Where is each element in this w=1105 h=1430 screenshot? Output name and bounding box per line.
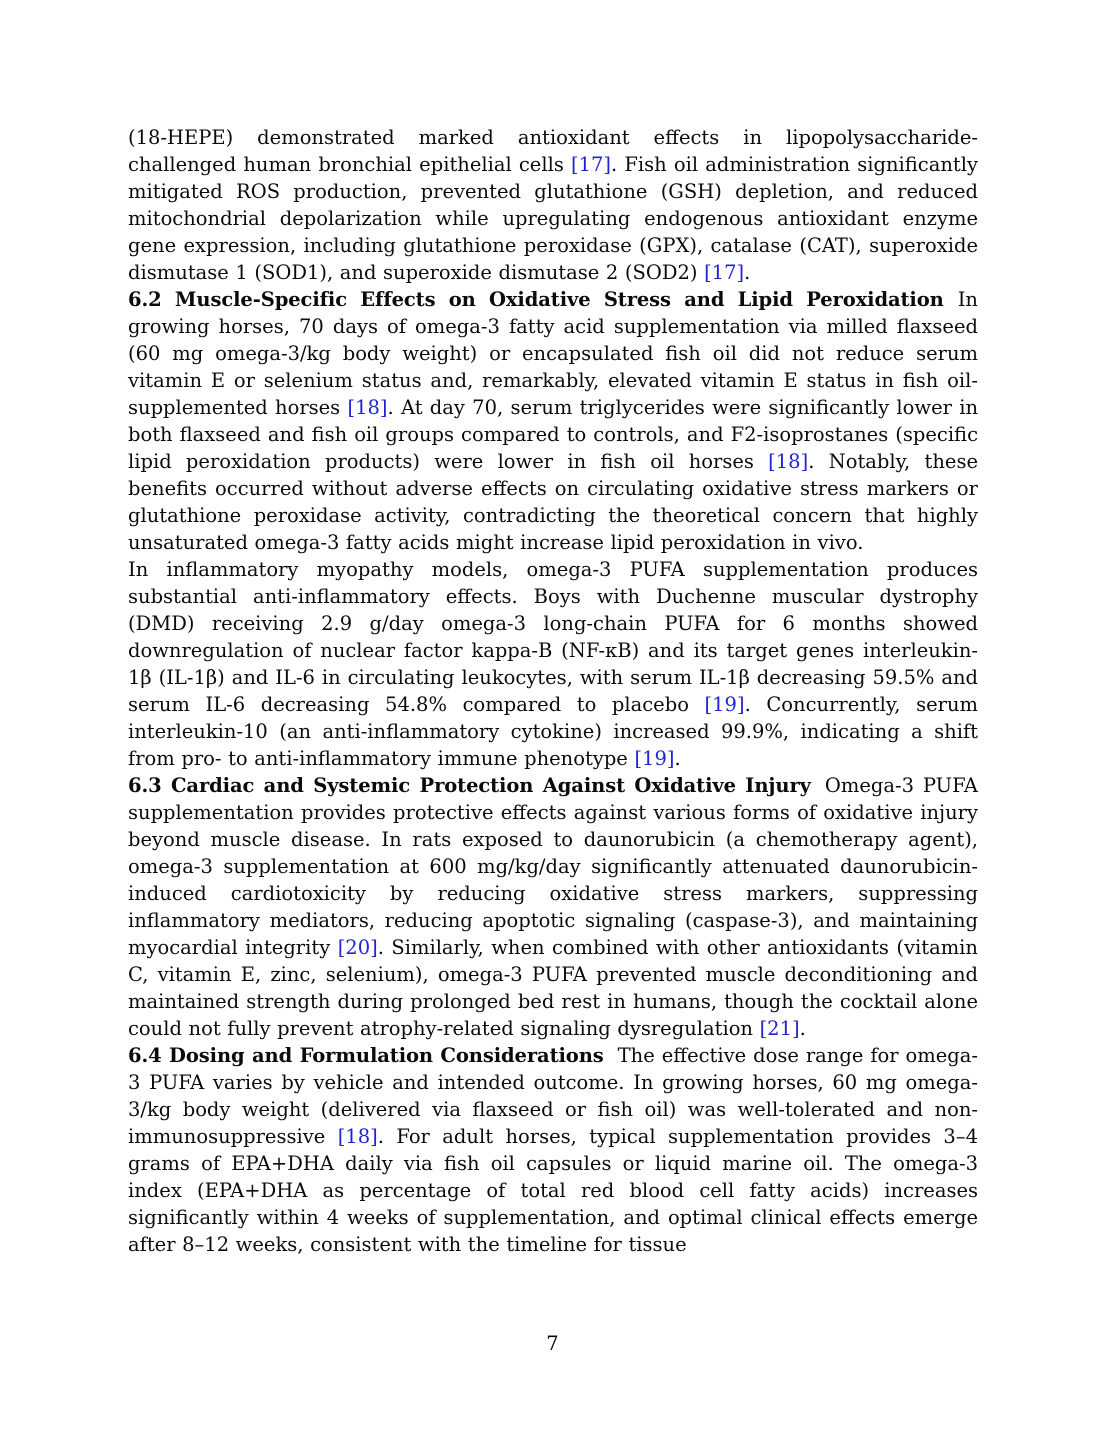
text-run: . Similarly, when combined with other antioxidants (vitamin C, vitamin E, zinc, selenium), omega-3 PUFA prevented muscle deconditioning and maintained strength during prolonged bed rest in humans, though the cocktail alone could not fully prevent atrophy-related signaling dysregulation bbox=[128, 936, 978, 1040]
text-run: . For adult horses, typical supplementation provides 3–4 grams of EPA+DHA daily via fish oil capsules or liquid marine oil. The omega-3 index (EPA+DHA as percentage of total red blood cell fatty acids) increases significantly within 4 weeks of supplementation, and optimal clinical effects emerge after 8–12 weeks, consistent with the timeline for tissue bbox=[128, 1125, 978, 1256]
citation-link[interactable]: [18] bbox=[347, 396, 388, 419]
page-number: 7 bbox=[546, 1332, 559, 1355]
text-run: . bbox=[799, 1017, 806, 1040]
citation-link[interactable]: [17] bbox=[571, 153, 612, 176]
text-run: Omega-3 PUFA supplementation provides protective effects against various forms of oxidative injury beyond muscle disease. In rats exposed to daunorubicin (a chemotherapy agent), omega-3 supplementation at 600 mg/kg/day significantly attenuated daunorubicin-induced cardiotoxicity by reducing oxidative stress markers, suppressing inflammatory mediators, reducing apoptotic signaling (caspase-3), and maintaining myocardial integrity bbox=[128, 774, 979, 959]
section-6-2 bbox=[128, 286, 978, 556]
text-run: In inflammatory myopathy models, omega-3 PUFA supplementation produces substantial anti-inflammatory effects. Boys with Duchenne muscular dystrophy (DMD) receiving 2.9 g/day omega-3 long-chain PUFA for 6 months showed downregulation of nuclear factor kappa-B (NF-κB) and its target genes interleukin-1β (IL-1β) and IL-6 in circulating leukocytes, with serum IL-1β decreasing 59.5% and serum IL-6 decreasing 54.8% compared to placebo bbox=[128, 558, 978, 716]
text-run: . bbox=[744, 261, 751, 284]
page-content bbox=[128, 124, 978, 1258]
section-6-4-heading: 6.4 Dosing and Formulation Considerations bbox=[128, 1044, 604, 1067]
section-6-3 bbox=[128, 772, 978, 1042]
text-run: In growing horses, 70 days of omega-3 fatty acid supplementation via milled flaxseed (60 mg omega-3/kg body weight) or encapsulated fish oil did not reduce serum vitamin E or selenium status and, remarkably, elevated vitamin E status in fish oil-supplemented horses bbox=[128, 288, 978, 419]
text-run: (18-HEPE) demonstrated marked antioxidant effects in lipopolysaccharide-challenged human bronchial epithelial cells bbox=[128, 126, 978, 176]
citation-link[interactable]: [18] bbox=[768, 450, 809, 473]
citation-link[interactable]: [17] bbox=[704, 261, 745, 284]
citation-link[interactable]: [20] bbox=[337, 936, 378, 959]
text-run: The effective dose range for omega-3 PUFA varies by vehicle and intended outcome. In growing horses, 60 mg omega-3/kg body weight (delivered via flaxseed or fish oil) was well-tolerated and non-immunosuppressive bbox=[128, 1044, 979, 1148]
citation-link[interactable]: [21] bbox=[759, 1017, 800, 1040]
paragraph-inflammatory-myopathy bbox=[128, 556, 978, 772]
text-run: . bbox=[674, 747, 681, 770]
page-footer bbox=[0, 1330, 1105, 1357]
section-6-3-heading: 6.3 Cardiac and Systemic Protection Against Oxidative Injury bbox=[128, 774, 811, 797]
citation-link[interactable]: [19] bbox=[634, 747, 675, 770]
section-6-4 bbox=[128, 1042, 978, 1258]
section-6-2-heading: 6.2 Muscle-Specific Effects on Oxidative Stress and Lipid Peroxidation bbox=[128, 288, 944, 311]
text-run: . Notably, these benefits occurred without adverse effects on circulating oxidative stress markers or glutathione peroxidase activity, contradicting the theoretical concern that highly unsaturated omega-3 fatty acids might increase lipid peroxidation in vivo. bbox=[128, 450, 978, 554]
paragraph-antioxidant-effects bbox=[128, 124, 978, 286]
section-6-4-body bbox=[128, 1044, 978, 1256]
section-6-3-body bbox=[128, 774, 978, 1040]
text-run: . Fish oil administration significantly mitigated ROS production, prevented glutathione (GSH) depletion, and reduced mitochondrial depolarization while upregulating endogenous antioxidant enzyme gene expression, including glutathione peroxidase (GPX), catalase (CAT), superoxide dismutase 1 (SOD1), and superoxide dismutase 2 (SOD2) bbox=[128, 153, 978, 284]
text-run: . Concurrently, serum interleukin-10 (an anti-inflammatory cytokine) increased 99.9%, indicating a shift from pro- to anti-inflammatory immune phenotype bbox=[128, 693, 979, 770]
citation-link[interactable]: [19] bbox=[704, 693, 745, 716]
text-run: . At day 70, serum triglycerides were significantly lower in both flaxseed and fish oil groups compared to controls, and F2-isoprostanes (specific lipid peroxidation products) were lower in fish oil horses bbox=[128, 396, 979, 473]
citation-link[interactable]: [18] bbox=[337, 1125, 378, 1148]
section-6-2-body bbox=[128, 288, 978, 554]
